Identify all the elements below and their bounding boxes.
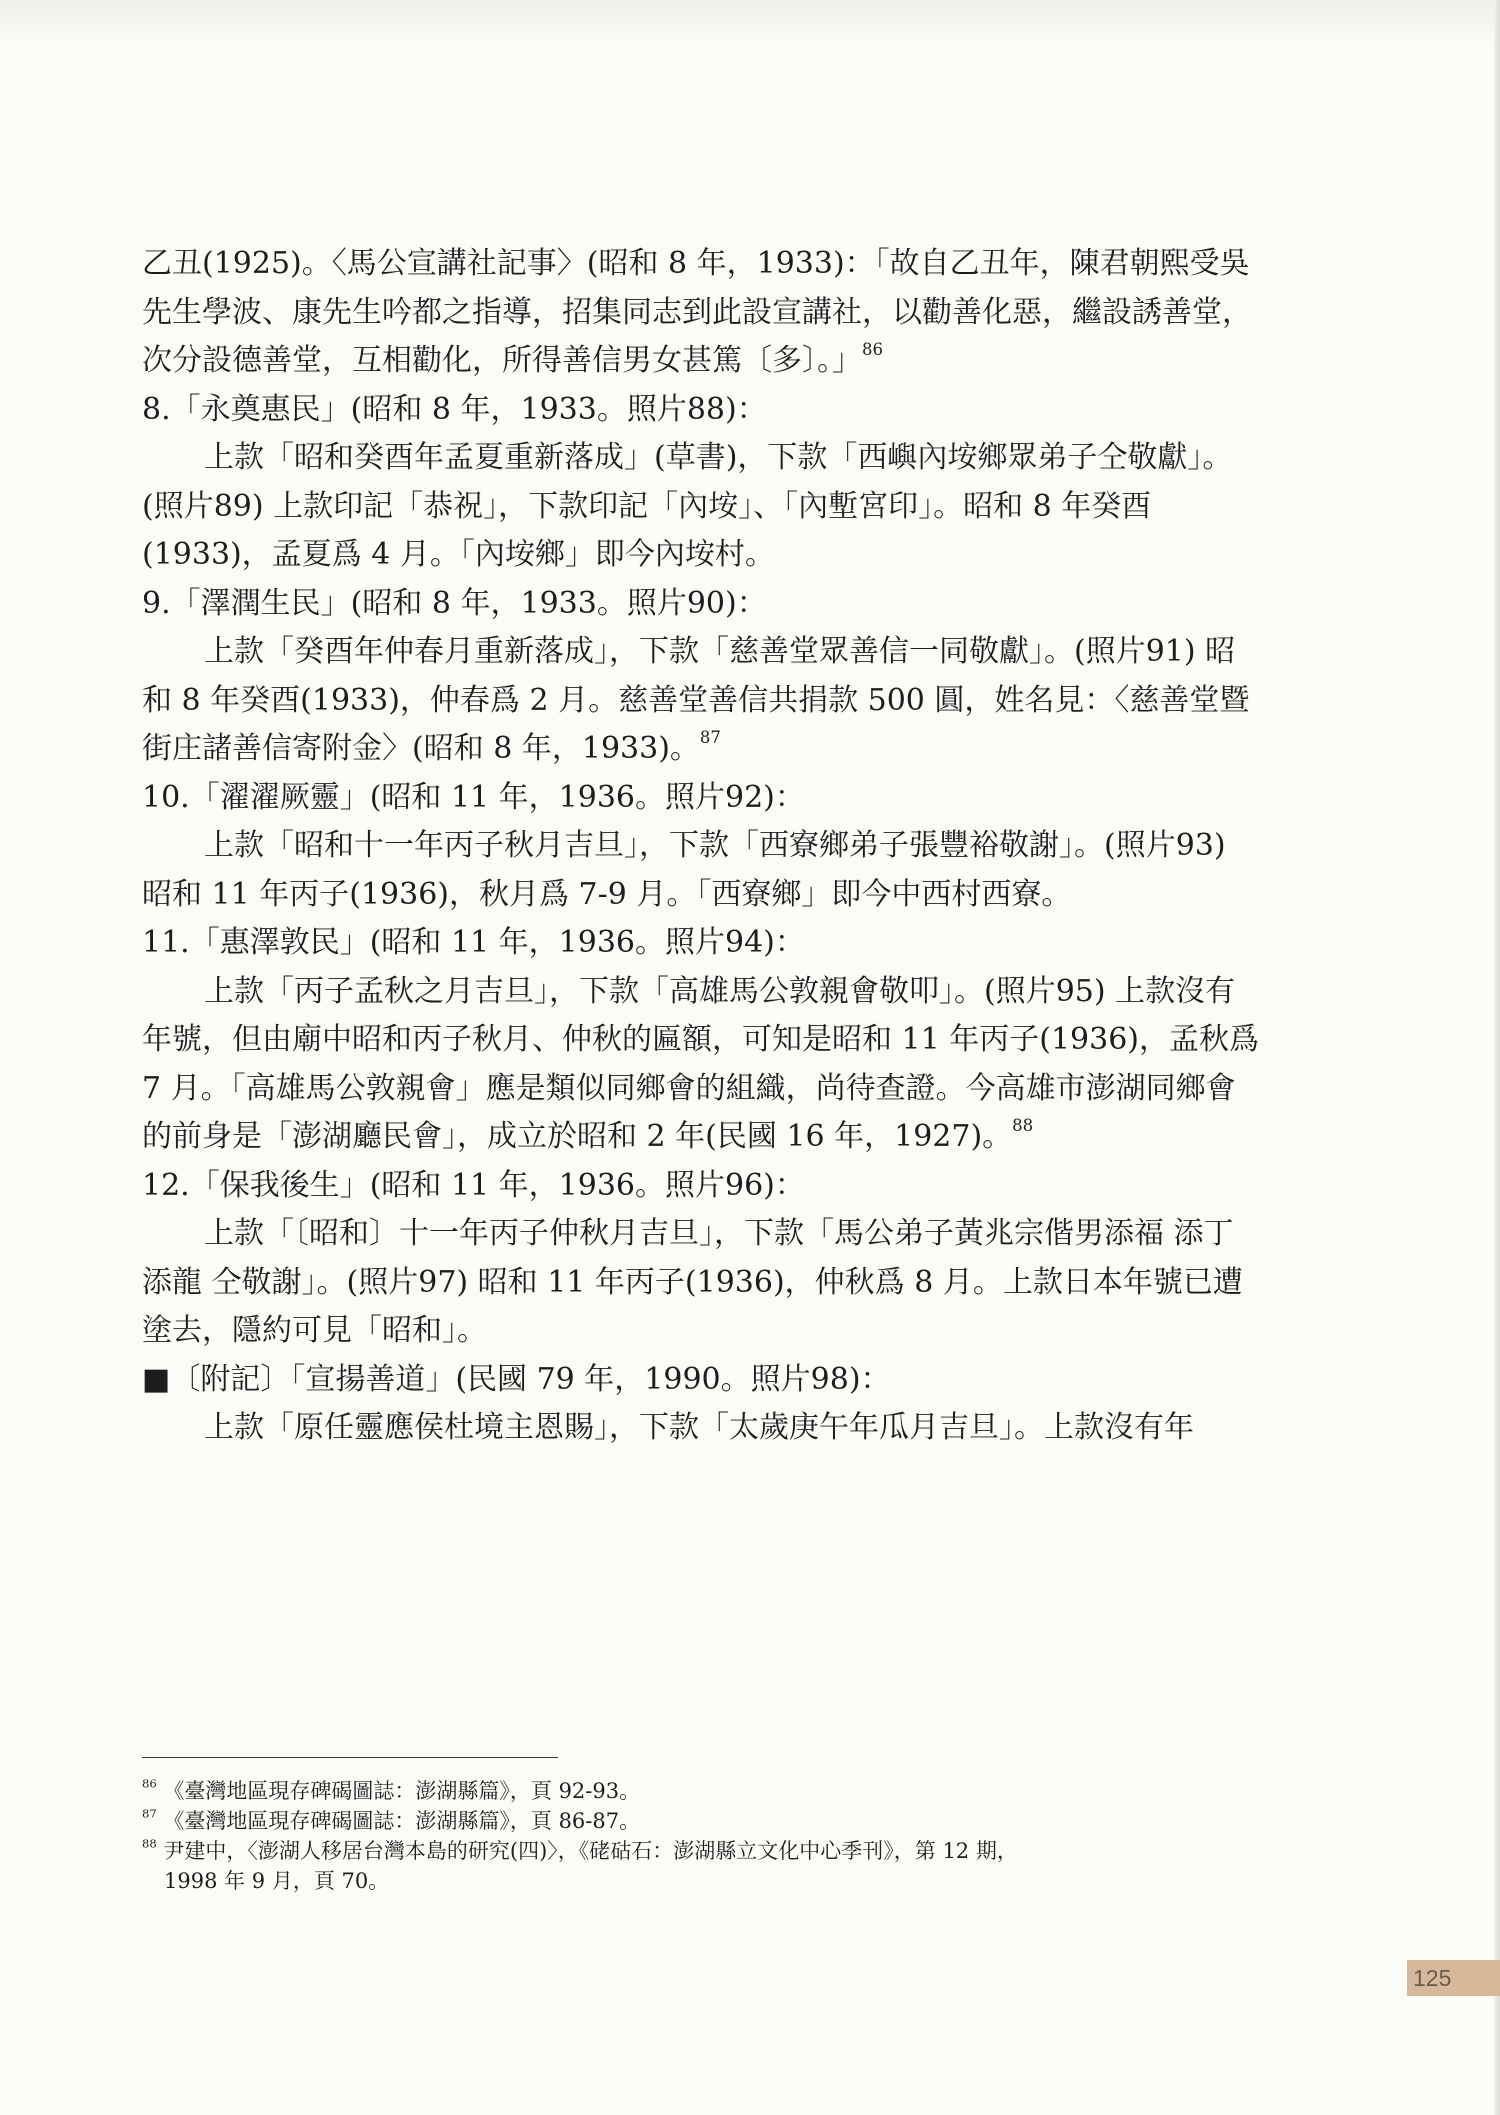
paragraph-9: 上款「癸酉年仲春月重新落成」，下款「慈善堂眾善信一同敬獻」。(照片91) 昭和 8 年癸酉(1933)，仲春爲 2 月。慈善堂善信共捐款 500 圓，姓名見：〈慈善堂暨街庄諸善信寄附金〉(昭和 8 年，1933)。$^{87}$	[142, 634, 1250, 766]
section-heading-11: 11.「惠澤敦民」(昭和 11 年，1936。照片94)：	[142, 925, 805, 960]
footnotes	[142, 1776, 1260, 1896]
paragraph-12: 上款「〔昭和〕十一年丙子仲秋月吉旦」，下款「馬公弟子黃兆宗偕男添福 添丁 添龍 仝敬謝」。(照片97) 昭和 11 年丙子(1936)，仲秋爲 8 月。上款日本年號已遭塗去，隱約可見「昭和」。	[142, 1216, 1243, 1348]
footnote-ref-87[interactable]: 87	[699, 728, 721, 748]
footnote-88: $^{88}$ 尹建中，〈澎湖人移居台灣本島的研究(四)〉，《硓𥑮石：澎湖縣立文化中心季刊》，第 12 期，	[142, 1836, 1018, 1863]
footnote-86: $^{86}$ 《臺灣地區現存碑碣圖誌：澎湖縣篇》，頁 92-93。	[142, 1776, 641, 1803]
paragraph-11: 上款「丙子孟秋之月吉旦」，下款「高雄馬公敦親會敬叩」。(照片95) 上款沒有年號，但由廟中昭和丙子秋月、仲秋的匾額，可知是昭和 11 年丙子(1936)，孟秋爲 7 月。「高雄馬公敦親會」應是類似同鄉會的組織，尚待查證。今高雄市澎湖同鄉會的前身是「澎湖廳民會」，成立於昭和 2 年(民國 16 年，1927)。$^{88}$	[142, 973, 1260, 1154]
paragraph-10: 上款「昭和十一年丙子秋月吉旦」，下款「西寮鄉弟子張豐裕敬謝」。(照片93) 昭和 11 年丙子(1936)，秋月爲 7-9 月。「西寮鄉」即今中西村西寮。	[142, 828, 1226, 912]
section-heading-appendix: ■〔附記〕「宣揚善道」(民國 79 年，1990。照片98)：	[142, 1361, 891, 1397]
paragraph-appendix: 上款「原任靈應侯杜境主恩賜」，下款「太歲庚午年瓜月吉旦」。上款沒有年	[204, 1410, 1194, 1445]
paragraph-1: 乙丑(1925)。〈馬公宣講社記事〉(昭和 8 年，1933)：「故自乙丑年，陳君朝熙受吳先生學波、康先生吟都之指導，招集同志到此設宣講社，以勸善化惡，繼設誘善堂，次分設德善堂，互相勸化，所得善信男女甚篤〔多〕。」$^{86}$	[142, 246, 1252, 378]
section-heading-10: 10.「濯濯厥靈」(昭和 11 年，1936。照片92)：	[142, 779, 805, 815]
footnote-87: $^{87}$ 《臺灣地區現存碑碣圖誌：澎湖縣篇》，頁 86-87。	[142, 1806, 641, 1833]
paragraph-8: 上款「昭和癸酉年孟夏重新落成」(草書)，下款「西嶼內垵鄉眾弟子仝敬獻」。(照片89) 上款印記「恭祝」，下款印記「內垵」、「內塹宮印」。昭和 8 年癸酉(1933)，孟夏爲 4 月。「內垵鄉」即今內垵村。	[142, 440, 1233, 572]
page-top-shadow	[0, 0, 1500, 44]
body-text	[142, 240, 1260, 1453]
footnote-88-continuation: 1998 年 9 月，頁 70。	[164, 1869, 390, 1893]
section-heading-9: 9.「澤潤生民」(昭和 8 年，1933。照片90)：	[142, 585, 767, 621]
section-heading-12: 12.「保我後生」(昭和 11 年，1936。照片96)：	[142, 1167, 805, 1203]
footnote-ref-88[interactable]: 88	[1012, 1116, 1034, 1136]
footnote-ref-86[interactable]: 86	[862, 340, 883, 360]
footnote-divider	[142, 1757, 558, 1758]
page-number: 125	[1407, 1960, 1500, 1996]
page-edge	[1494, 0, 1500, 2115]
section-heading-8: 8.「永奠惠民」(昭和 8 年，1933。照片88)：	[142, 391, 767, 427]
